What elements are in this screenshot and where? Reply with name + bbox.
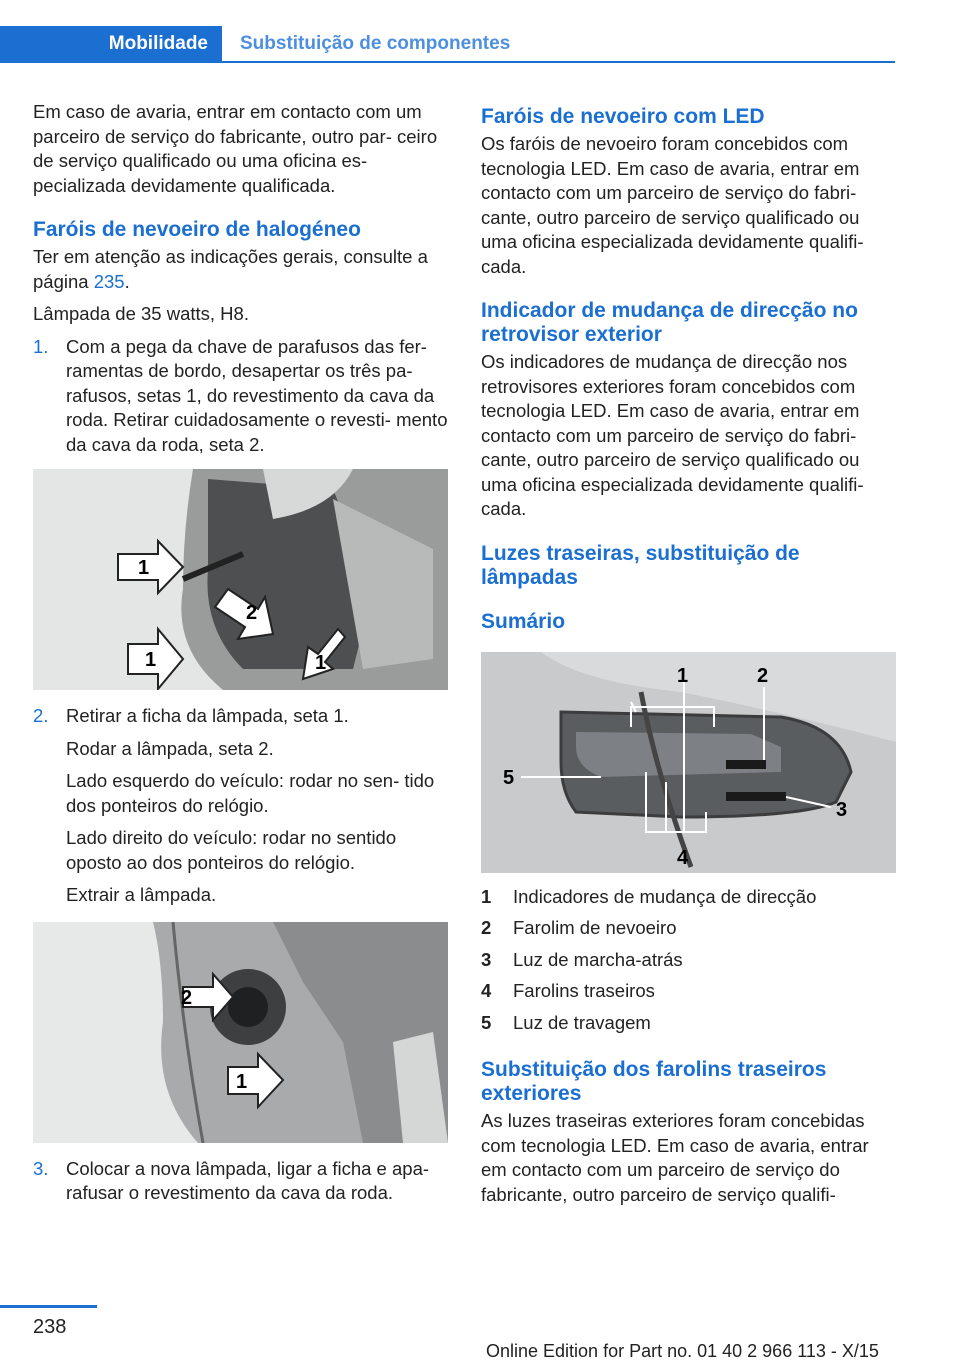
step-number: 2. [33,705,49,726]
legend-item: 5 Luz de travagem [481,1011,651,1033]
step-number: 1. [33,335,49,357]
fig1-label: 1 [138,557,150,579]
page-link[interactable]: 235 [93,270,125,292]
header-tabbar [0,26,895,63]
figure-tail-light [481,652,896,873]
fig1-label: 2 [246,602,258,624]
intro-paragraph: Em caso de avaria, entrar em contacto com um parceiro de serviço do fabricante, outro par‐ ceiro de serviço qualificado ou uma oficina es‐ pecializada devidamente qualificada. [33,101,438,196]
bulb-removal-illustration [33,922,448,1143]
left-column [33,100,448,1214]
legend-list [481,881,896,1039]
step-3 [33,1157,448,1206]
wheel-arch-illustration [33,469,448,690]
fig3-label: 4 [677,846,689,869]
fig1-label: 1 [315,652,327,674]
legend-item: 3 Luz de marcha-atrás [481,948,683,970]
tab-substituicao[interactable]: Substituição de componentes [240,33,511,54]
fig3-label: 3 [836,798,848,821]
page-number: 238 [33,1316,67,1338]
heading-mirror-indicator: Indicador de mudança de direcção no retrovisor exterior [481,299,858,346]
paragraph-outer-tail: As luzes traseiras exteriores foram concebidas com tecnologia LED. Em caso de avaria, entrar em contacto com um parceiro de serviço do fabricante, outro parceiro de serviço qualifi‐ [481,1110,869,1205]
edition-note: Online Edition for Part no. 01 40 2 966 113 - X/15 [486,1341,879,1361]
step-number: 3. [33,1157,49,1179]
step-text: Colocar a nova lâmpada, ligar a ficha e apa‐ rafusar o revestimento da cava da roda. [66,1157,430,1203]
step-text: Com a pega da chave de parafusos das fer‐ ramentas de bordo, desapertar os três pa‐ rafusos, setas 1, do revestimento da cava da roda. Retirar cuidadosamente o revesti‐ mento da cava da roda, seta 2. [66,335,448,455]
right-column [481,105,896,1215]
heading-led-fog: Faróis de nevoeiro com LED [481,105,765,128]
footer-accent-line [0,1305,97,1308]
step-text: Lado esquerdo do veículo: rodar no sen‐ tido dos ponteiros do relógio. [66,770,435,816]
heading-halogen: Faróis de nevoeiro de halogéneo [33,218,361,241]
legend-item: 2 Farolim de nevoeiro [481,917,677,938]
step-text: Lado direito do veículo: rodar no sentido oposto ao dos ponteiros do relógio. [66,827,397,873]
heading-rear-lights: Luzes traseiras, substituição de lâmpadas [481,541,800,589]
fig3-label: 2 [757,664,769,687]
paragraph-mirror-indicator: Os indicadores de mudança de direcção nos retrovisores exteriores foram concebidos com tecnologia LED. Em caso de avaria, entrar em contacto com um parceiro de serviço do fabri‐ cante, outro parceiro de serviço qualificado ou uma oficina especializada devidamente qualifi‐ cada. [481,351,864,519]
legend-item: 1 Indicadores de mudança de direcção [481,885,817,907]
step-text: Extrair a lâmpada. [66,884,217,905]
fig1-label: 1 [145,649,157,671]
paragraph-see-page: Ter em atenção as indicações gerais, consulte a página 235. [33,246,428,292]
figure-bulb-removal [33,922,448,1143]
fig2-label: 1 [236,1070,248,1093]
step-2 [33,704,448,908]
legend-item: 4 Farolins traseiros [481,980,655,1001]
tab-mobilidade[interactable]: Mobilidade [0,26,222,61]
figure-wheel-arch [33,469,448,690]
fig2-label: 2 [181,986,193,1009]
fig3-label: 1 [677,664,689,687]
step-1 [33,335,448,458]
fig3-label: 5 [503,766,515,789]
paragraph-bulb-spec: Lâmpada de 35 watts, H8. [33,303,249,324]
paragraph-led-fog: Os faróis de nevoeiro foram concebidos com tecnologia LED. Em caso de avaria, entrar em contacto com um parceiro de serviço do fabri‐ cante, outro parceiro de serviço qualificado ou uma oficina especializada devidamente qualifi‐ cada. [481,133,864,277]
step-text: Retirar a ficha da lâmpada, seta 1. [66,705,349,726]
step-text: Rodar a lâmpada, seta 2. [66,737,274,759]
heading-summary: Sumário [481,609,566,633]
tail-light-illustration [481,652,896,873]
heading-outer-tail: Substituição dos farolins traseiros exteriores [481,1058,827,1105]
